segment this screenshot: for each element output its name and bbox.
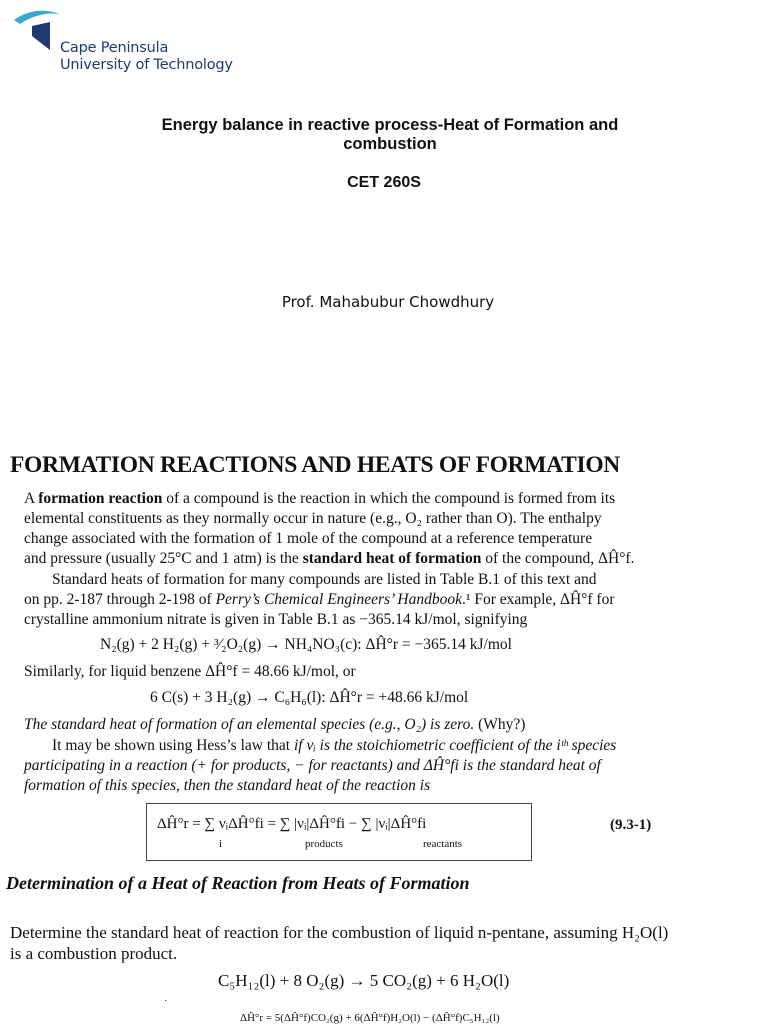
text-run: and pressure (usually 25°C and 1 atm) is the <box>24 550 303 567</box>
sum-reactants-label: reactants <box>423 838 463 850</box>
paragraph-benzene: Similarly, for liquid benzene ΔĤ°f = 48.66 kJ/mol, or <box>24 663 356 680</box>
text-run: The standard heat of formation of an elemental species (e.g., O₂) is zero. <box>24 716 475 733</box>
book-title: Perry’s Chemical Engineers’ Handbook <box>215 591 462 608</box>
text-line: Determine the standard heat of reaction for the combustion of liquid n-pentane, assuming H₂O(l) <box>10 923 669 942</box>
equation-ammonium-nitrate: N₂(g) + 2 H₂(g) + ³⁄₂O₂(g) → NH₄NO₃(c): ΔĤ°r = −365.14 kJ/mol <box>100 636 512 653</box>
course-code: CET 260S <box>347 174 421 191</box>
equation-number: (9.3-1) <box>610 817 652 833</box>
example-problem-text <box>10 922 760 964</box>
stray-dot: · <box>164 996 168 1007</box>
text-line: elemental constituents as they normally occur in nature (e.g., O₂ rather than O). The enthalpy <box>24 510 602 527</box>
logo-wordmark <box>60 40 233 74</box>
example-heading: Determination of a Heat of Reaction from Heats of Formation <box>6 873 470 893</box>
text-run: .¹ For example, ΔĤ°f for <box>461 591 615 608</box>
text-line: crystalline ammonium nitrate is given in Table B.1 as −365.14 kJ/mol, signifying <box>24 611 528 628</box>
sum-products-label: products <box>305 838 343 850</box>
sum-index-label: i <box>219 838 223 850</box>
section-heading: FORMATION REACTIONS AND HEATS OF FORMATION <box>10 452 620 478</box>
text-run: It may be shown using Hess’s law that <box>52 737 294 754</box>
heat-of-reaction-solution: ΔĤ°r = 5(ΔĤ°f)CO₂(g) + 6(ΔĤ°f)H₂O(l) − (ΔĤ°f)C₅H₁₂(l) <box>240 1012 500 1024</box>
equation-benzene: 6 C(s) + 3 H₂(g) → C₆H₆(l): ΔĤ°r = +48.66 kJ/mol <box>150 689 469 706</box>
paragraph-elemental <box>24 715 764 735</box>
university-logo <box>10 8 240 78</box>
text-line: is a combustion product. <box>10 944 178 963</box>
paragraph-formation-reaction <box>24 489 764 569</box>
paragraph-hess-law <box>24 736 764 796</box>
text-run: of the compound, ΔĤ°f. <box>481 550 635 567</box>
text-run: if νᵢ is the stoichiometric coefficient of the iᵗʰ species <box>293 737 617 754</box>
text-run: (Why?) <box>474 716 526 733</box>
combustion-equation: C₅H₁₂(l) + 8 O₂(g) → 5 CO₂(g) + 6 H₂O(l) <box>218 971 510 990</box>
text-line: participating in a reaction (+ for products, − for reactants) and ΔĤ°fi is the standard heat of <box>24 757 601 774</box>
author-name: Prof. Mahabubur Chowdhury <box>281 293 495 311</box>
text-line: change associated with the formation of 1 mole of the compound at a reference temperature <box>24 530 593 547</box>
text-line: formation of this species, then the standard heat of the reaction is <box>24 777 431 794</box>
term-standard-heat: standard heat of formation <box>302 550 482 567</box>
text-run: of a compound is the reaction in which the compound is formed from its <box>162 490 616 507</box>
heat-of-reaction-equation: ΔĤ°r = ∑ νᵢΔĤ°fi = ∑ |νᵢ|ΔĤ°fi − ∑ |νᵢ|ΔĤ°fi <box>157 816 427 832</box>
slide-title: Energy balance in reactive process-Heat of Formation and combustion <box>161 116 619 153</box>
equation-box <box>146 803 532 861</box>
text-run: A <box>24 490 39 507</box>
text-run: on pp. 2-187 through 2-198 of <box>24 591 216 608</box>
logo-line-1: Cape Peninsula <box>60 40 169 56</box>
paragraph-tables <box>24 570 764 630</box>
logo-line-2: University of Technology <box>60 57 233 73</box>
term-formation-reaction: formation reaction <box>38 490 163 507</box>
text-line: Standard heats of formation for many compounds are listed in Table B.1 of this text and <box>52 571 597 588</box>
